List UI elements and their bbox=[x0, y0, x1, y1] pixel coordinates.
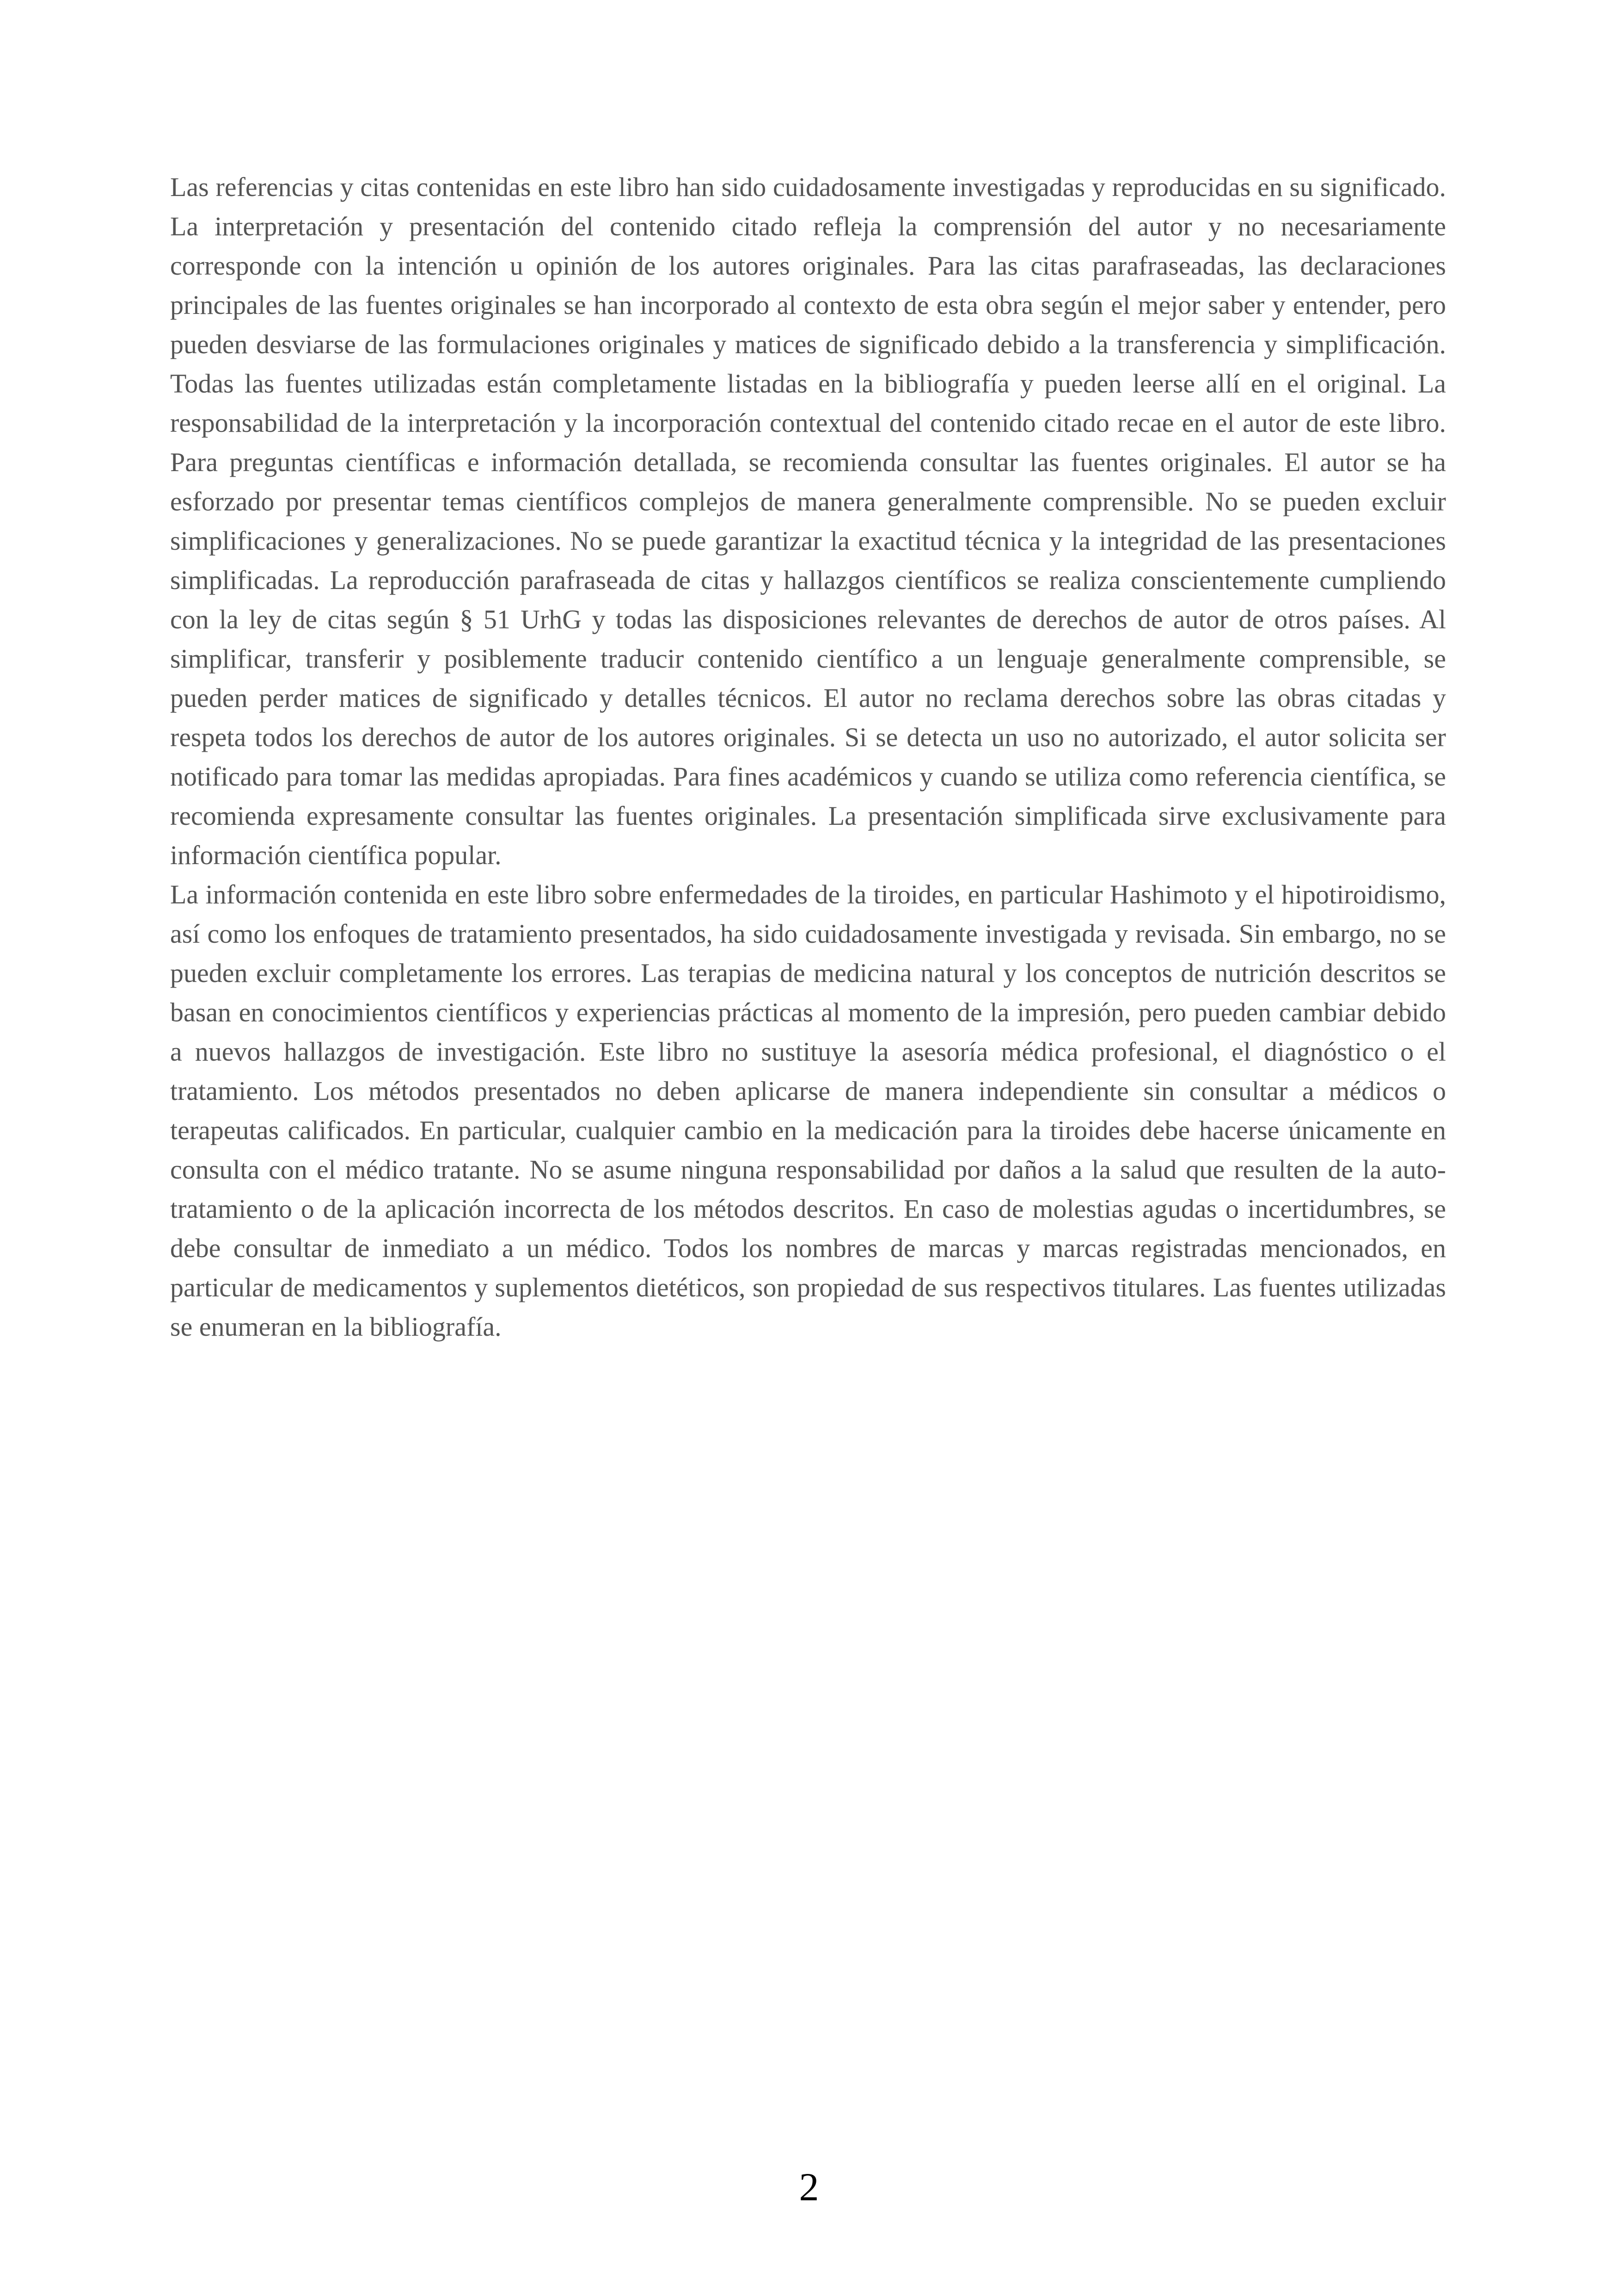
page-number: 2 bbox=[799, 2165, 819, 2209]
body-text bbox=[170, 167, 1446, 1346]
paragraph-medical-disclaimer: La información contenida en este libro sobre enfermedades de la tiroides, en particular Hashimoto y el hipotiroidismo, así como los enfoques de tratamiento presentados, ha sido cuidadosamente investigada y revisada. Sin embargo, no se pueden excluir completamente los errores. Las terapias de medicina natural y los conceptos de nutrición descritos se basan en conocimientos científicos y experiencias prácticas al momento de la impresión, pero pueden cambiar debido a nuevos hallazgos de investigación. Este libro no sustituye la asesoría médica profesional, el diagnóstico o el tratamiento. Los métodos presentados no deben aplicarse de manera independiente sin consultar a médicos o terapeutas calificados. En particular, cualquier cambio en la medicación para la tiroides debe hacerse únicamente en consulta con el médico tratante. No se asume ninguna responsabilidad por daños a la salud que resulten de la auto-tratamiento o de la aplicación incorrecta de los métodos descritos. En caso de molestias agudas o incertidumbres, se debe consultar de inmediato a un médico. Todos los nombres de marcas y marcas registradas mencionados, en particular de medicamentos y suplementos dietéticos, son propiedad de sus respectivos titulares. Las fuentes utilizadas se enumeran en la bibliografía. bbox=[170, 879, 1446, 1342]
paragraph-citations-disclaimer: Las referencias y citas contenidas en este libro han sido cuidadosamente investigadas y reproducidas en su significado. La interpretación y presentación del contenido citado refleja la comprensión del autor y no necesariamente corresponde con la intención u opinión de los autores originales. Para las citas parafraseadas, las declaraciones principales de las fuentes originales se han incorporado al contexto de esta obra según el mejor saber y entender, pero pueden desviarse de las formulaciones originales y matices de significado debido a la transferencia y simplificación. Todas las fuentes utilizadas están completamente listadas en la bibliografía y pueden leerse allí en el original. La responsabilidad de la interpretación y la incorporación contextual del contenido citado recae en el autor de este libro. Para preguntas científicas e información detallada, se recomienda consultar las fuentes originales. El autor se ha esforzado por presentar temas científicos complejos de manera generalmente comprensible. No se pueden excluir simplificaciones y generalizaciones. No se puede garantizar la exactitud técnica y la integridad de las presentaciones simplificadas. La reproducción parafraseada de citas y hallazgos científicos se realiza conscientemente cumpliendo con la ley de citas según § 51 UrhG y todas las disposiciones relevantes de derechos de autor de otros países. Al simplificar, transferir y posiblemente traducir contenido científico a un lenguaje generalmente comprensible, se pueden perder matices de significado y detalles técnicos. El autor no reclama derechos sobre las obras citadas y respeta todos los derechos de autor de los autores originales. Si se detecta un uso no autorizado, el autor solicita ser notificado para tomar las medidas apropiadas. Para fines académicos y cuando se utiliza como referencia científica, se recomienda expresamente consultar las fuentes originales. La presentación simplificada sirve exclusivamente para información científica popular. bbox=[170, 172, 1446, 870]
